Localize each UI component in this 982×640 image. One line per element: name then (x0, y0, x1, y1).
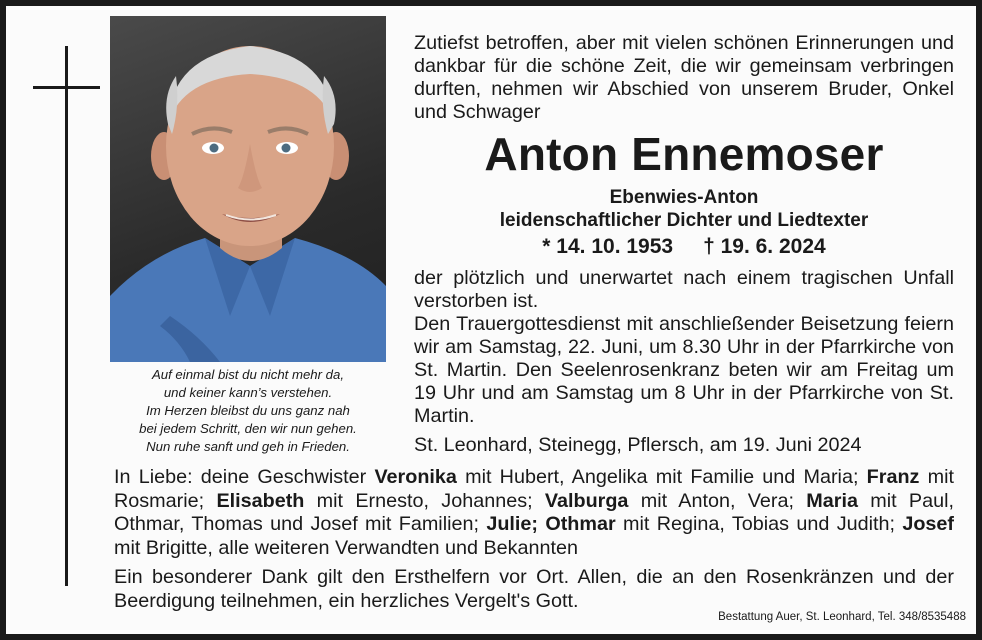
sibling-name: Josef (902, 513, 954, 535)
thanks-text: Ein besonderer Dank gilt den Ersthelfern vor Ort. Allen, die an den Rosenkränzen und der Beerdigung teilnehmen, ein herzliches Vergelt's Gott. (114, 566, 954, 612)
subtitle-block (414, 186, 954, 232)
sibling-name: Maria (806, 489, 858, 512)
death-circumstances: der plötzlich und unerwartet nach einem tragischen Unfall verstorben ist. (414, 267, 954, 312)
cross-icon-horizontal (33, 86, 100, 89)
poem-line: Nun ruhe sanft und geh in Frieden. (146, 439, 350, 454)
poem-line: Im Herzen bleibst du uns ganz nah (146, 403, 350, 418)
death-and-service-text (414, 267, 954, 428)
sibling-name: Valburga (544, 489, 629, 512)
family-text: mit Hubert, Angelika mit Familie und Maria; (456, 466, 867, 488)
sibling-name: Veronika (374, 466, 457, 488)
sibling-name: Elisabeth (216, 489, 305, 512)
family-text: mit Regina, Tobias und Judith; (615, 513, 903, 535)
portrait-photo (110, 16, 386, 362)
sibling-name: Franz (866, 466, 920, 488)
nickname: Ebenwies-Anton (609, 187, 759, 208)
family-text: mit Rosmarie; (114, 466, 954, 512)
birth-date: * 14. 10. 1953 (542, 235, 674, 258)
poem-line: und keiner kann’s verstehen. (163, 385, 333, 400)
poem (110, 366, 386, 456)
funeral-service: Den Trauergottesdienst mit anschließender Beisetzung feiern wir am Samstag, 22. Juni, um 8.30 Uhr in der Pfarrkirche von St. Martin. Den Seelenrosenkranz beten wir am Freitag um 19 Uhr und am Samstag um 8 Uhr in der Pfarrkirche von St. Martin. (414, 313, 954, 427)
family-text: mit Anton, Vera; (628, 489, 807, 512)
family-text: mit Brigitte, alle weiteren Verwandten und Bekannten (114, 536, 579, 559)
place-and-date: St. Leonhard, Steinegg, Pflersch, am 19. Juni 2024 (414, 434, 862, 456)
description: leidenschaftlicher Dichter und Liedtexter (499, 210, 869, 231)
family-text: mit Paul, Othmar, Thomas und Josef mit Familien; (114, 489, 955, 535)
family-list (114, 466, 954, 560)
family-text: In Liebe: deine Geschwister (114, 466, 375, 488)
family-text: mit Ernesto, Johannes; (304, 489, 545, 512)
intro-text: Zutiefst betroffen, aber mit vielen schönen Erinnerungen und dankbar für die schöne Zeit, die wir gemeinsam verbringen durften, nehmen wir Abschied von unserem Bruder, Onkel und Schwager (414, 32, 954, 123)
cross-icon-vertical (65, 46, 68, 586)
sibling-name: Julie; Othmar (486, 513, 616, 535)
poem-line: Auf einmal bist du nicht mehr da, (151, 367, 345, 382)
funeral-home-footer: Bestattung Auer, St. Leonhard, Tel. 348/8535488 (718, 611, 966, 623)
death-date: † 19. 6. 2024 (703, 235, 826, 258)
life-dates (414, 234, 954, 260)
deceased-name: Anton Ennemoser (484, 128, 884, 180)
poem-line: bei jedem Schritt, den wir nun gehen. (139, 421, 357, 436)
